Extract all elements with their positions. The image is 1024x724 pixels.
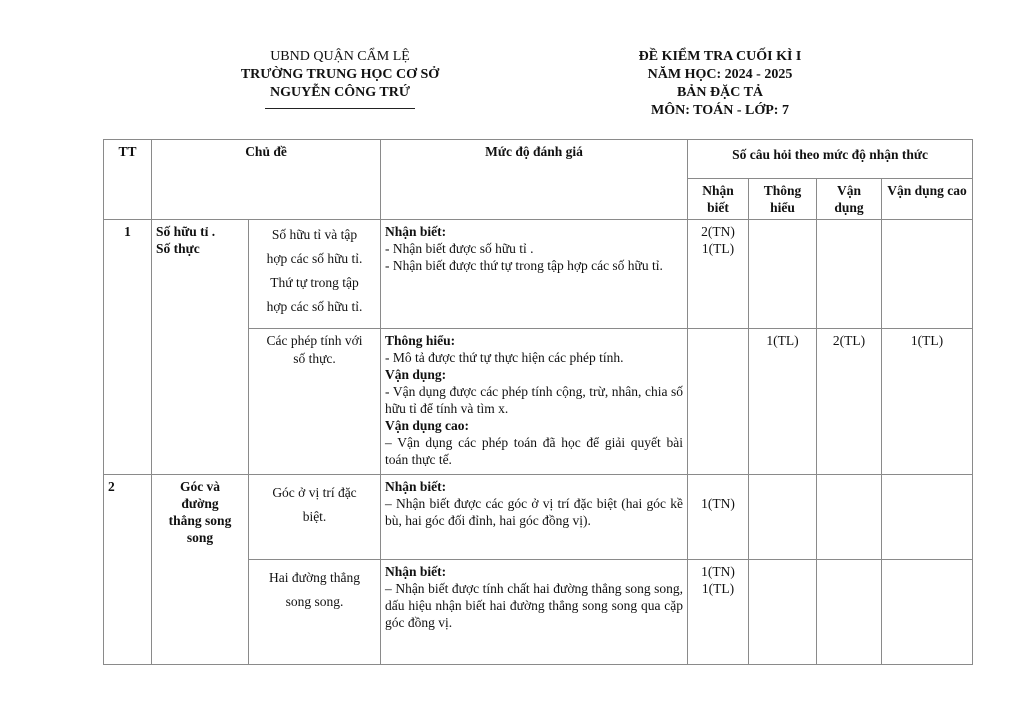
- count-van-dung: [817, 475, 882, 560]
- subtopic-cell: Số hữu tỉ và tập hợp các số hữu tỉ. Thứ tự trong tập hợp các số hữu tỉ.: [249, 220, 381, 329]
- count-van-dung-cao: [882, 560, 973, 665]
- count-nhan-biet: 2(TN) 1(TL): [688, 220, 749, 329]
- count-nhan-biet: 1(TN): [688, 475, 749, 560]
- subtopic-cell: Góc ở vị trí đặc biệt.: [249, 475, 381, 560]
- header-assessment-level: Mức độ đánh giá: [381, 140, 688, 220]
- header-thong-hieu: Thông hiểu: [749, 179, 817, 220]
- header-divider: [265, 108, 415, 109]
- count-van-dung-cao: [882, 220, 973, 329]
- school-year: NĂM HỌC: 2024 - 2025: [647, 67, 793, 82]
- row-number: 2: [104, 475, 152, 665]
- count-nhan-biet: 1(TN) 1(TL): [688, 560, 749, 665]
- document-type: BẢN ĐẶC TẢ: [676, 85, 764, 100]
- row-number: 1: [104, 220, 152, 475]
- criteria-cell: Nhận biết: - Nhận biết được số hữu tỉ . - Nhận biết được thứ tự trong tập hợp các số hữu tỉ.: [381, 220, 688, 329]
- count-van-dung: [817, 220, 882, 329]
- count-van-dung-cao: 1(TL): [882, 329, 973, 475]
- header-question-count: Số câu hỏi theo mức độ nhận thức: [688, 140, 973, 179]
- exam-title: ĐỀ KIỂM TRA CUỐI KÌ I: [638, 49, 802, 64]
- school-header: [200, 48, 480, 109]
- topic-cell: Góc và đường thẳng song song: [152, 475, 249, 665]
- count-van-dung-cao: [882, 475, 973, 560]
- count-thong-hieu: [749, 220, 817, 329]
- specification-table: [103, 139, 973, 665]
- criteria-cell: Nhận biết: – Nhận biết được các góc ở vị trí đặc biệt (hai góc kề bù, hai góc đối đỉnh, hai góc đồng vị).: [381, 475, 688, 560]
- subtopic-cell: Hai đường thẳng song song.: [249, 560, 381, 665]
- exam-header: [600, 48, 840, 120]
- school-name-line1: TRƯỜNG TRUNG HỌC CƠ SỞ: [240, 67, 440, 82]
- header-topic: Chủ đề: [152, 140, 381, 220]
- count-van-dung: [817, 560, 882, 665]
- count-thong-hieu: 1(TL): [749, 329, 817, 475]
- criteria-cell: Thông hiểu: - Mô tả được thứ tự thực hiện các phép tính. Vận dụng: - Vận dụng được các phép tính cộng, trừ, nhân, chia số hữu tỉ để tính và tìm x. Vận dụng cao: – Vận dụng các phép toán đã học để giải quyết bài toán thực tế.: [381, 329, 688, 475]
- count-van-dung: 2(TL): [817, 329, 882, 475]
- count-nhan-biet: [688, 329, 749, 475]
- count-thong-hieu: [749, 475, 817, 560]
- topic-cell: Số hữu tỉ . Số thực: [152, 220, 249, 475]
- school-name-line2: NGUYỄN CÔNG TRỨ: [269, 85, 410, 100]
- count-thong-hieu: [749, 560, 817, 665]
- header-van-dung: Vận dụng: [817, 179, 882, 220]
- table-row: [104, 220, 973, 329]
- district-name: UBND QUẬN CẨM LỆ: [270, 49, 410, 64]
- subtopic-cell: Các phép tính với số thực.: [249, 329, 381, 475]
- header-nhan-biet: Nhận biết: [688, 179, 749, 220]
- table-row: [104, 475, 973, 560]
- subject-grade: MÔN: TOÁN - LỚP: 7: [651, 103, 789, 118]
- criteria-cell: Nhận biết: – Nhận biết được tính chất hai đường thẳng song song, dấu hiệu nhận biết hai đường thẳng song song qua cặp góc đồng vị.: [381, 560, 688, 665]
- header-van-dung-cao: Vận dụng cao: [882, 179, 973, 220]
- header-tt: TT: [104, 140, 152, 220]
